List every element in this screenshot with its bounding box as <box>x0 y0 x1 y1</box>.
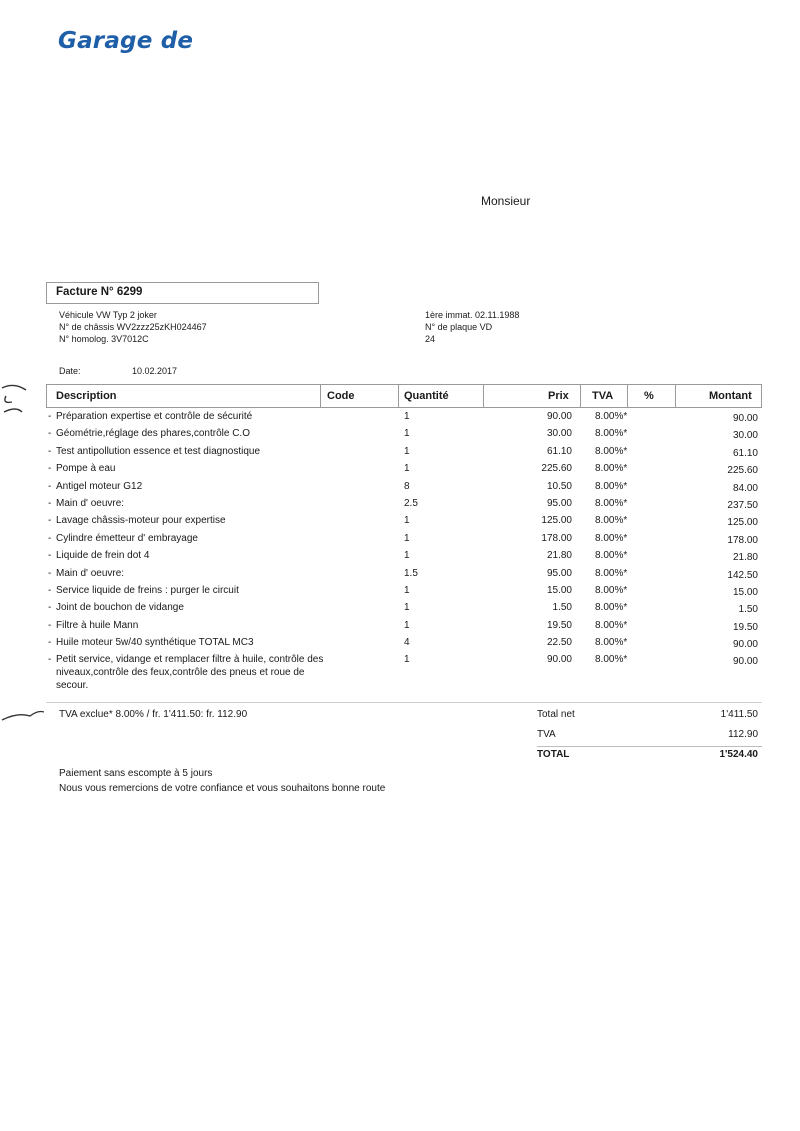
col-description: Description <box>56 390 117 402</box>
date-label: Date: <box>59 366 81 376</box>
row-amount: 1.50 <box>738 604 758 616</box>
row-description: Préparation expertise et contrôle de sécurité <box>56 411 253 422</box>
invoice-date <box>59 366 178 376</box>
table-row <box>46 514 762 531</box>
row-description: Huile moteur 5w/40 synthétique TOTAL MC3 <box>56 637 254 649</box>
row-vat: 8.00%* <box>595 654 628 666</box>
row-amount: 19.50 <box>732 621 758 633</box>
row-vat: 8.00%* <box>595 567 628 579</box>
grand-total-value: 1'524.40 <box>719 749 758 760</box>
invoice-title: Facture N° 6299 <box>46 282 319 304</box>
row-description: Main d' oeuvre: <box>56 497 125 509</box>
row-description: Géométrie,réglage des phares,contrôle C.O <box>56 428 250 440</box>
row-dash: - <box>48 445 52 457</box>
total-vat-label: TVA <box>537 729 556 740</box>
row-amount: 225.60 <box>727 465 758 477</box>
row-price: 19.50 <box>546 619 572 631</box>
table-row <box>46 532 762 549</box>
row-amount: 125.00 <box>727 517 758 529</box>
row-vat: 8.00%* <box>595 428 628 440</box>
row-vat: 8.00%* <box>595 619 628 631</box>
vehicle-homolog: N° homolog. 3V7012C <box>59 334 149 344</box>
total-net-value: 1'411.50 <box>720 709 758 720</box>
row-amount: 142.50 <box>727 569 758 581</box>
table-row <box>46 653 762 697</box>
row-dash: - <box>48 584 52 596</box>
vehicle-first-registration: 1ère immat. 02.11.1988 <box>425 310 520 320</box>
row-description: Liquide de frein dot 4 <box>56 550 150 562</box>
row-dash: - <box>48 428 52 440</box>
table-row <box>46 445 762 462</box>
row-price: 1.50 <box>552 602 572 614</box>
row-price: 225.60 <box>541 463 572 475</box>
table-row <box>46 497 762 514</box>
row-dash: - <box>48 497 52 509</box>
row-quantity: 1 <box>404 411 410 422</box>
row-quantity: 1 <box>404 654 410 666</box>
row-amount: 90.00 <box>732 413 758 424</box>
row-quantity: 1 <box>404 515 410 527</box>
table-header <box>46 384 762 408</box>
vat-note: TVA exclue* 8.00% / fr. 1'411.50: fr. 112.90 <box>59 709 248 720</box>
table-row <box>46 427 762 444</box>
table-row <box>46 462 762 479</box>
row-description: Cylindre émetteur d' embrayage <box>56 532 198 544</box>
row-vat: 8.00%* <box>595 637 628 649</box>
row-price: 10.50 <box>546 480 572 492</box>
grand-total-label: TOTAL <box>537 749 570 760</box>
row-vat: 8.00%* <box>595 532 628 544</box>
vehicle-chassis: N° de châssis WV2zzz25zKH024467 <box>59 322 207 332</box>
row-amount: 21.80 <box>732 552 758 564</box>
row-vat: 8.00%* <box>595 411 628 422</box>
payment-terms: Paiement sans escompte à 5 jours <box>59 768 213 779</box>
recipient-salutation: Monsieur <box>481 194 531 208</box>
thank-you-note: Nous vous remercions de votre confiance et vous souhaitons bonne route <box>59 783 386 794</box>
row-price: 61.10 <box>546 445 572 457</box>
row-description: Joint de bouchon de vidange <box>56 602 184 614</box>
row-price: 95.00 <box>546 497 572 509</box>
row-amount: 90.00 <box>732 639 758 651</box>
col-percent: % <box>644 390 654 402</box>
row-amount: 84.00 <box>732 482 758 494</box>
row-price: 15.00 <box>546 584 572 596</box>
vehicle-info <box>59 309 207 345</box>
garage-logo: Garage de <box>58 28 194 54</box>
row-price: 22.50 <box>546 637 572 649</box>
row-quantity: 1 <box>404 619 410 631</box>
scan-scribble-mark-2 <box>0 700 44 740</box>
row-price: 30.00 <box>546 428 572 440</box>
row-dash: - <box>48 602 52 614</box>
row-price: 90.00 <box>546 654 572 666</box>
divider <box>46 702 762 703</box>
row-description: Filtre à huile Mann <box>56 619 139 631</box>
row-vat: 8.00%* <box>595 463 628 475</box>
row-quantity: 1.5 <box>404 567 418 579</box>
col-code: Code <box>327 390 355 402</box>
row-description: Antigel moteur G12 <box>56 480 143 492</box>
row-amount: 237.50 <box>727 499 758 511</box>
row-description: Lavage châssis-moteur pour expertise <box>56 515 226 527</box>
row-quantity: 1 <box>404 602 410 614</box>
row-vat: 8.00%* <box>595 480 628 492</box>
row-vat: 8.00%* <box>595 584 628 596</box>
table-row <box>46 584 762 601</box>
row-description: Service liquide de freins : purger le circuit <box>56 584 239 596</box>
row-price: 178.00 <box>541 532 572 544</box>
row-quantity: 2.5 <box>404 497 418 509</box>
row-amount: 15.00 <box>732 586 758 598</box>
invoice-lines <box>46 410 762 697</box>
row-description: Pompe à eau <box>56 463 116 475</box>
row-amount: 178.00 <box>727 534 758 546</box>
date-value: 10.02.2017 <box>132 366 178 376</box>
row-dash: - <box>48 619 52 631</box>
row-dash: - <box>48 411 52 422</box>
row-price: 125.00 <box>541 515 572 527</box>
totals-block <box>537 709 762 769</box>
row-dash: - <box>48 567 52 579</box>
col-quantity: Quantité <box>404 390 449 402</box>
row-quantity: 1 <box>404 463 410 475</box>
row-amount: 61.10 <box>732 447 758 459</box>
row-amount: 90.00 <box>732 656 758 668</box>
row-vat: 8.00%* <box>595 445 628 457</box>
table-row <box>46 567 762 584</box>
row-price: 90.00 <box>546 411 572 422</box>
row-dash: - <box>48 463 52 475</box>
table-row <box>46 480 762 497</box>
table-row <box>46 410 762 427</box>
table-row <box>46 549 762 566</box>
vehicle-model: Véhicule VW Typ 2 joker <box>59 310 157 320</box>
row-quantity: 1 <box>404 584 410 596</box>
scan-scribble-mark <box>0 382 44 422</box>
row-dash: - <box>48 654 52 666</box>
row-dash: - <box>48 637 52 649</box>
row-quantity: 1 <box>404 445 410 457</box>
row-quantity: 1 <box>404 428 410 440</box>
row-description: Main d' oeuvre: <box>56 567 125 579</box>
row-vat: 8.00%* <box>595 602 628 614</box>
row-vat: 8.00%* <box>595 515 628 527</box>
col-amount: Montant <box>709 390 752 402</box>
row-amount: 30.00 <box>732 430 758 442</box>
row-price: 21.80 <box>546 550 572 562</box>
row-vat: 8.00%* <box>595 550 628 562</box>
row-price: 95.00 <box>546 567 572 579</box>
vehicle-registration <box>425 309 519 345</box>
row-dash: - <box>48 550 52 562</box>
vehicle-plate-label: N° de plaque VD <box>425 322 493 332</box>
vehicle-plate-number: 24 <box>425 334 436 344</box>
row-quantity: 8 <box>404 480 410 492</box>
table-row <box>46 601 762 618</box>
totals-divider <box>537 746 762 747</box>
row-description: Test antipollution essence et test diagnostique <box>56 445 261 457</box>
row-quantity: 1 <box>404 532 410 544</box>
row-vat: 8.00%* <box>595 497 628 509</box>
row-quantity: 1 <box>404 550 410 562</box>
total-vat-value: 112.90 <box>728 729 758 740</box>
row-dash: - <box>48 480 52 492</box>
col-vat: TVA <box>592 390 614 402</box>
table-row <box>46 619 762 636</box>
row-dash: - <box>48 532 52 544</box>
total-net-label: Total net <box>537 709 575 720</box>
table-row <box>46 636 762 653</box>
row-dash: - <box>48 515 52 527</box>
row-quantity: 4 <box>404 637 410 649</box>
row-description: Petit service, vidange et remplacer filtre à huile, contrôle des niveaux,contrôle des feux,contrôle des pneus et roue de secour. <box>56 654 324 692</box>
col-price: Prix <box>548 390 569 402</box>
